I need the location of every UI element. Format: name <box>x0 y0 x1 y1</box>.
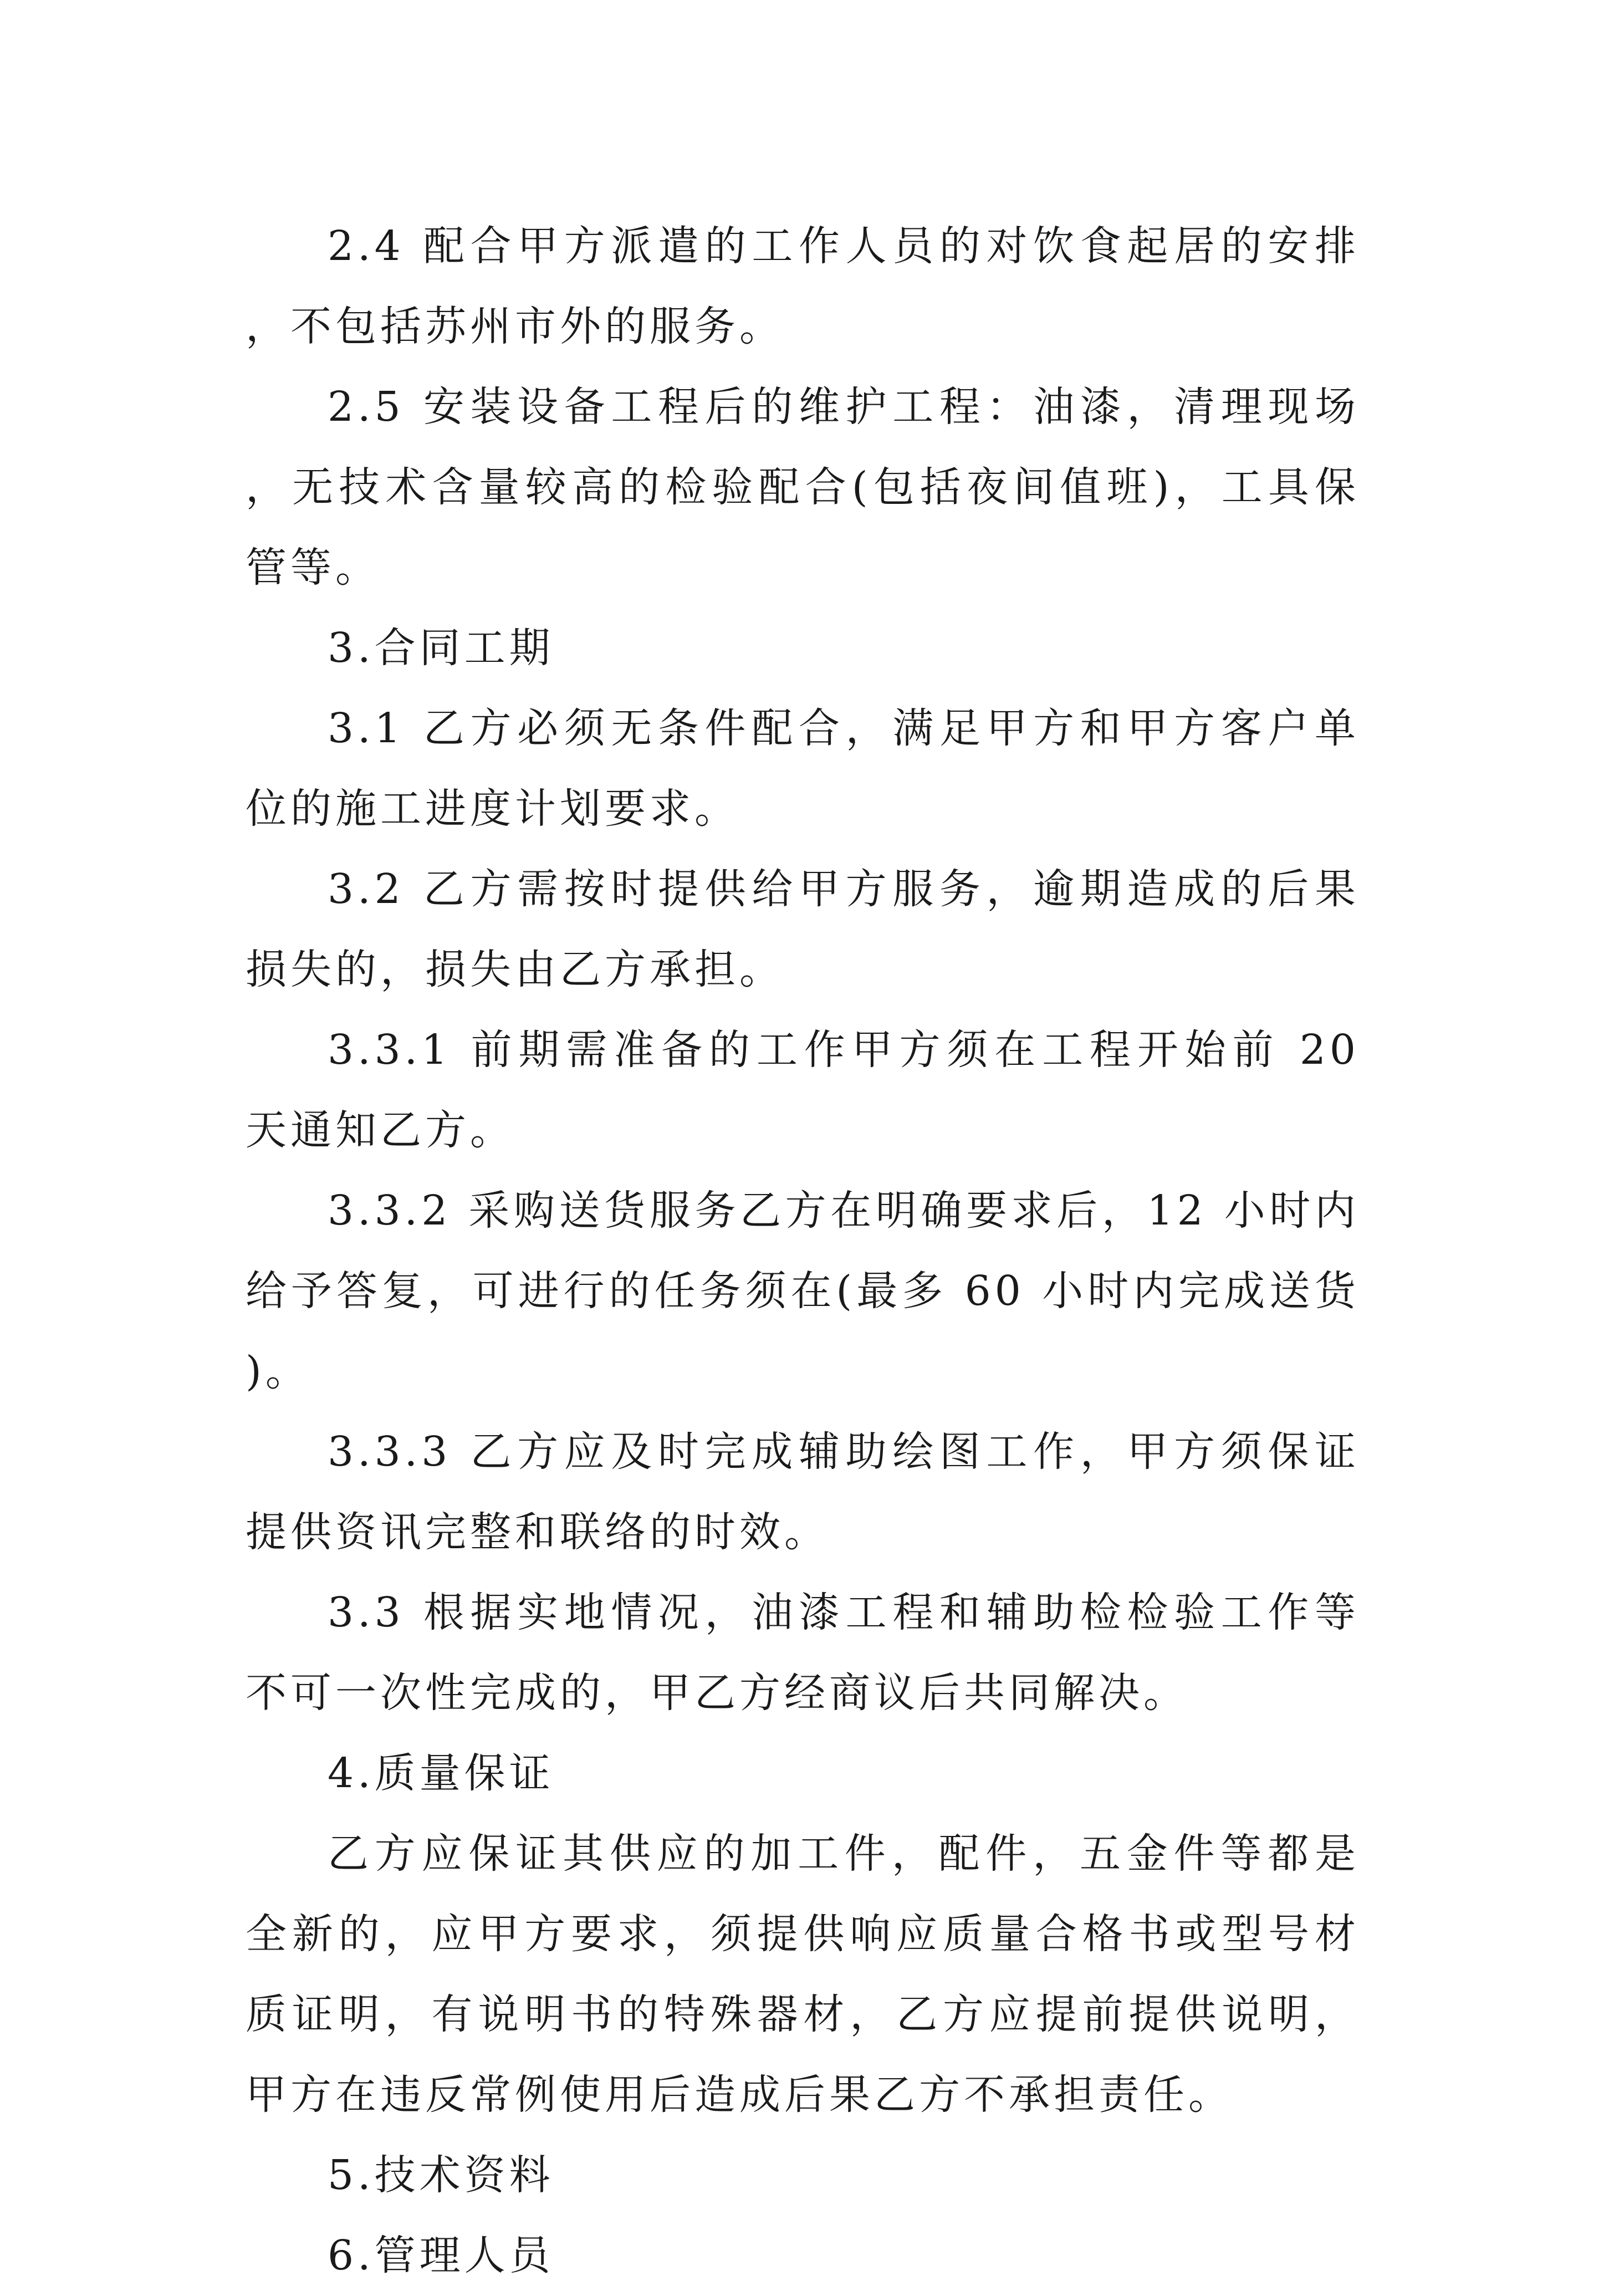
paragraph-3-1: 3.1 乙方必须无条件配合，满足甲方和甲方客户单位的施工进度计划要求。 <box>246 705 1360 833</box>
section-heading-3: 3.合同工期 <box>328 624 554 672</box>
paragraph-3-3-2: 3.3.2 采购送货服务乙方在明确要求后，12 小时内给予答复，可进行的任务须在(最多 60 小时内完成送货)。 <box>246 1187 1360 1395</box>
paragraph-3-3: 3.3 根据实地情况，油漆工程和辅助检检验工作等不可一次性完成的，甲乙方经商议后共同解决。 <box>246 1589 1360 1717</box>
paragraph-3-3-3: 3.3.3 乙方应及时完成辅助绘图工作，甲方须保证提供资讯完整和联络的时效。 <box>246 1428 1360 1556</box>
section-heading-5: 5.技术资料 <box>328 2151 554 2199</box>
document-body <box>246 206 1360 2296</box>
section-heading-6: 6.管理人员 <box>328 2232 554 2279</box>
section-heading-4: 4.质量保证 <box>328 1749 554 1797</box>
paragraph-3-3-1: 3.3.1 前期需准备的工作甲方须在工程开始前 20 天通知乙方。 <box>246 1026 1360 1154</box>
paragraph-quality: 乙方应保证其供应的加工件，配件，五金件等都是全新的，应甲方要求，须提供响应质量合格书或型号材质证明，有说明书的特殊器材，乙方应提前提供说明，甲方在违反常例使用后造成后果乙方不承担责任。 <box>246 1830 1360 2119</box>
paragraph-2-4: 2.4 配合甲方派遣的工作人员的对饮食起居的安排，不包括苏州市外的服务。 <box>246 222 1360 350</box>
paragraph-2-5: 2.5 安装设备工程后的维护工程：油漆，清理现场，无技术含量较高的检验配合(包括夜间值班)，工具保管等。 <box>246 383 1360 591</box>
paragraph-3-2: 3.2 乙方需按时提供给甲方服务，逾期造成的后果损失的，损失由乙方承担。 <box>246 865 1360 993</box>
